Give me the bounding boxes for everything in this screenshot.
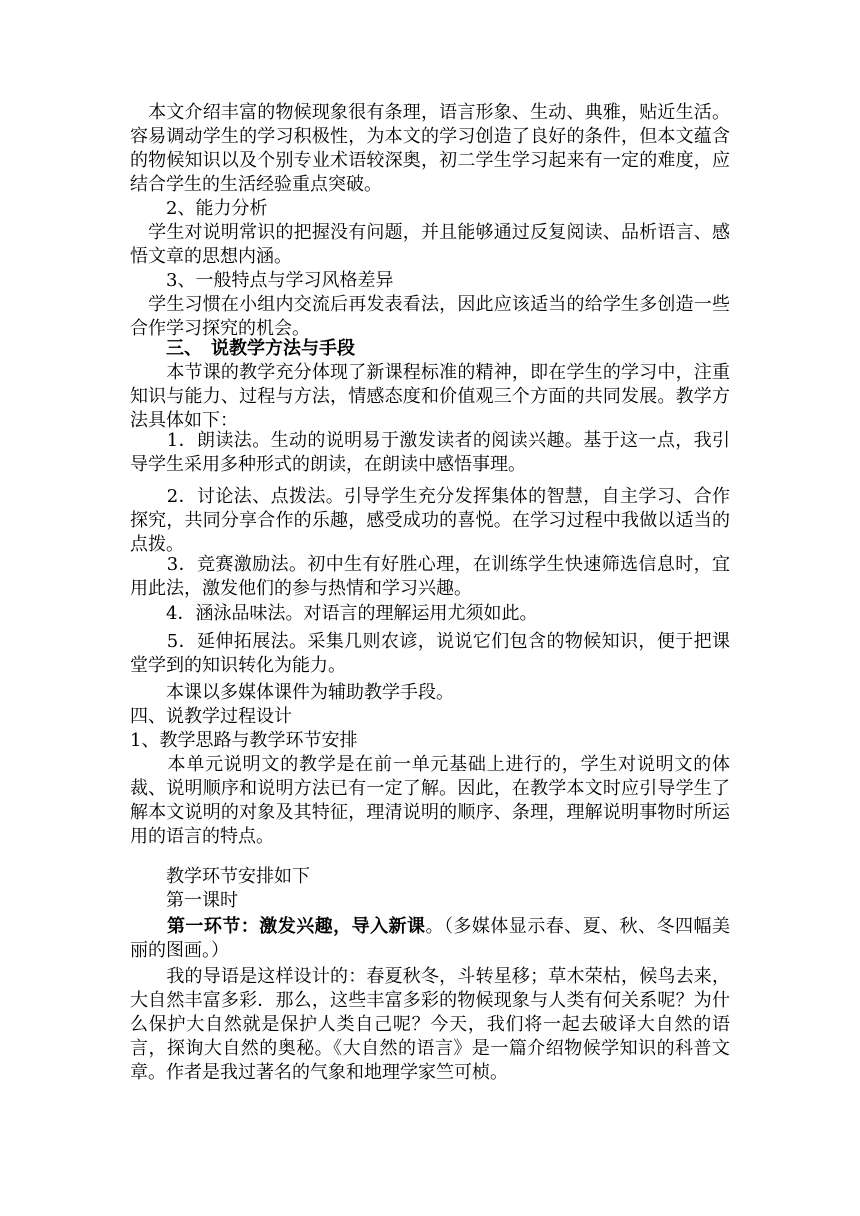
traits-paragraph: 学生习惯在小组内交流后再发表看法，因此应该适当的给学生多创造一些合作学习探究的机会。 — [130, 294, 730, 339]
intro-paragraph: 我的导语是这样设计的：春夏秋冬，斗转星移；草木荣枯，候鸟去来，大自然丰富多彩．那么，这些丰富多彩的物候现象与人类有何关系呢？为什么保护大自然就是保护人类自己呢？今天，我们将一起去破译大自然的语言，探询大自然的奥秘。《大自然的语言》是一篇介绍物候学知识的科普文章。作者是我过著名的气象和地理学家竺可桢。 — [130, 966, 730, 1083]
ability-heading: 2、能力分析 — [130, 198, 268, 219]
step-one-note: 。（多媒体显示春、夏、秋、冬四幅美丽的图画。） — [130, 916, 730, 961]
arrangement-line: 教学环节安排如下 — [130, 866, 310, 887]
step-one-paragraph — [130, 915, 730, 963]
ability-paragraph: 学生对说明常识的把握没有问题，并且能够通过反复阅读、品析语言、感悟文章的思想内涵。 — [130, 222, 730, 267]
process-heading: 四、说教学过程设计 — [130, 706, 292, 727]
ideas-paragraph: 本单元说明文的教学是在前一单元基础上进行的，学生对说明文的体裁、说明顺序和说明方法已有一定了解。因此，在教学本文时应引导学生了解本文说明的对象及其特征，理清说明的顺序、条理，理解说明事物时所运用的语言的特点。 — [130, 754, 730, 847]
method-item-2: 2．讨论法、点拨法。引导学生充分发挥集体的智慧，自主学习、合作探究，共同分享合作的乐趣，感受成功的喜悦。在学习过程中我做以适当的点拨。 — [130, 486, 730, 555]
step-one-title: 第一环节：激发兴趣，导入新课 — [166, 916, 426, 937]
methods-paragraph: 本节课的教学充分体现了新课程标准的精神，即在学生的学习中，注重知识与能力、过程与方法，情感态度和价值观三个方面的共同发展。教学方法具体如下： — [130, 362, 730, 431]
methods-heading: 三、 说教学方法与手段 — [130, 338, 355, 359]
lesson-one-line: 第一课时 — [130, 890, 238, 911]
method-item-1: 1．朗读法。生动的说明易于激发读者的阅读兴趣。基于这一点，我引导学生采用多种形式的朗读，在朗读中感悟事理。 — [130, 430, 730, 475]
method-item-4: 4．涵泳品味法。对语言的理解运用尤须如此。 — [130, 603, 538, 624]
ideas-heading: 1、教学思路与教学环节安排 — [130, 730, 358, 751]
method-item-5: 5．延伸拓展法。采集几则农谚，说说它们包含的物候知识，便于把课堂学到的知识转化为能力。 — [130, 631, 730, 676]
method-item-3: 3．竞赛激励法。初中生有好胜心理，在训练学生快速筛选信息时，宜用此法，激发他们的参与热情和学习兴趣。 — [130, 554, 730, 599]
teaching-aid-paragraph: 本课以多媒体课件为辅助教学手段。 — [130, 682, 454, 703]
analysis-paragraph: 本文介绍丰富的物候现象很有条理，语言形象、生动、典雅，贴近生活。容易调动学生的学习积极性，为本文的学习创造了良好的条件，但本文蕴含的物候知识以及个别专业术语较深奥，初二学生学习起来有一定的难度，应结合学生的生活经验重点突破。 — [130, 102, 730, 195]
traits-heading: 3、一般特点与学习风格差异 — [130, 270, 394, 291]
